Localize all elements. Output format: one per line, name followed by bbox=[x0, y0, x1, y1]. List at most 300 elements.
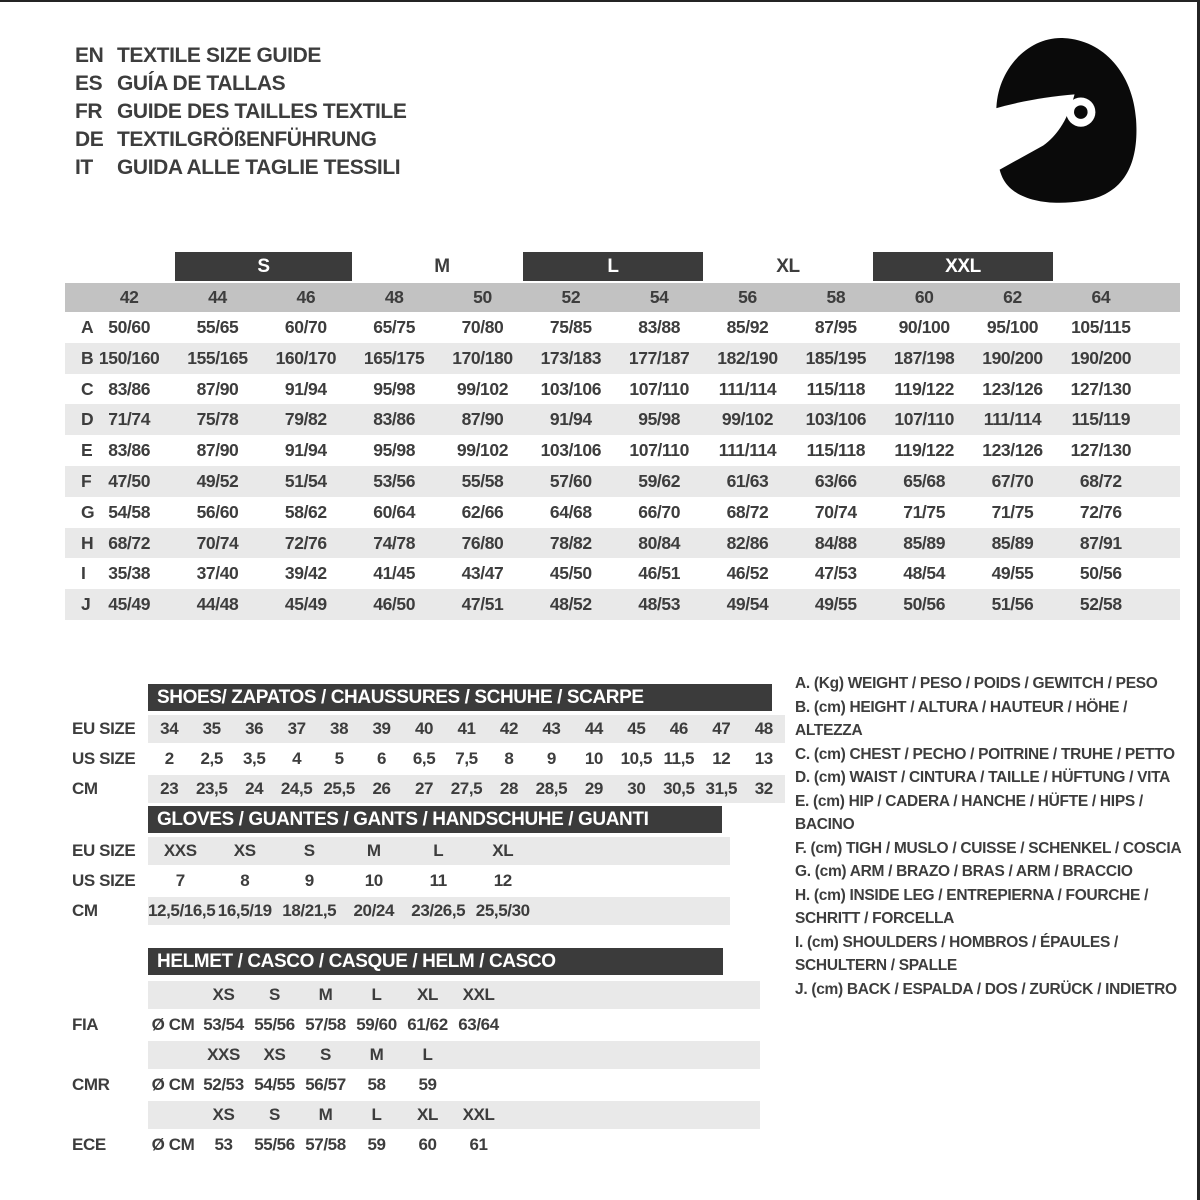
measurement-value: 45/49 bbox=[284, 594, 327, 615]
helmet-size-label: M bbox=[369, 1045, 384, 1064]
size-value: 3,5 bbox=[242, 749, 266, 768]
measurement-value: 177/187 bbox=[628, 347, 690, 368]
size-value: 7,5 bbox=[455, 749, 478, 768]
language-title: TEXTILE SIZE GUIDE bbox=[117, 44, 321, 67]
size-value: 35 bbox=[202, 719, 221, 738]
measurement-row bbox=[65, 558, 1180, 589]
measurement-value: 111/114 bbox=[718, 378, 777, 399]
visor-pivot-dot bbox=[1074, 105, 1088, 119]
legend-item-h: H. (cm) INSIDE LEG / ENTREPIERNA / FOURCHE / SCHRITT / FORCELLA bbox=[795, 886, 1149, 927]
measurement-value: 107/110 bbox=[629, 440, 689, 461]
language-row bbox=[75, 154, 406, 182]
measurement-row-label: F bbox=[81, 470, 92, 491]
size-value: S bbox=[303, 841, 315, 860]
measurement-cells bbox=[85, 312, 1145, 343]
legend-item-g: G. (cm) ARM / BRAZO / BRAS / ARM / BRACCIO bbox=[795, 863, 1133, 880]
measurement-value: 155/165 bbox=[187, 347, 248, 368]
size-number-band bbox=[65, 283, 1180, 312]
measurement-value: 61/63 bbox=[726, 470, 769, 491]
legend-item-a: A. (Kg) WEIGHT / PESO / POIDS / GEWITCH / PESO bbox=[795, 675, 1158, 692]
measurement-value: 68/72 bbox=[108, 532, 151, 553]
measurement-row bbox=[65, 343, 1180, 374]
measurement-value: 165/175 bbox=[363, 347, 425, 368]
helmet-value: 63/64 bbox=[458, 1015, 499, 1034]
measurement-value: 85/89 bbox=[991, 532, 1034, 553]
size-number: 54 bbox=[649, 287, 669, 307]
size-value: 25,5 bbox=[323, 779, 355, 798]
size-value: 18/21,5 bbox=[282, 901, 337, 920]
size-group-header-row bbox=[65, 252, 1180, 283]
size-value: 6,5 bbox=[412, 749, 436, 768]
measurement-value: 49/55 bbox=[814, 594, 857, 615]
measurement-value: 103/106 bbox=[540, 440, 602, 461]
size-value: 12 bbox=[712, 749, 731, 768]
measurement-value: 87/95 bbox=[814, 317, 857, 337]
legend-item-c: C. (cm) CHEST / PECHO / POITRINE / TRUHE / PETTO bbox=[795, 745, 1175, 763]
helmet-values bbox=[148, 1131, 760, 1159]
measurement-value: 95/98 bbox=[373, 378, 416, 399]
helmet-value: 60 bbox=[418, 1135, 437, 1154]
measurement-value: 64/68 bbox=[549, 501, 592, 522]
size-row-label: EU SIZE bbox=[72, 719, 136, 738]
measurement-value: 39/42 bbox=[284, 563, 327, 584]
size-row-values bbox=[148, 775, 785, 803]
helmet-value: 55/56 bbox=[254, 1015, 295, 1034]
measurement-cells bbox=[85, 528, 1145, 559]
size-value: 30 bbox=[627, 779, 646, 798]
measurement-value: 150/160 bbox=[98, 347, 160, 368]
helmet-size-label: L bbox=[371, 985, 382, 1004]
measurement-row bbox=[65, 497, 1180, 528]
size-value: 8 bbox=[240, 871, 250, 890]
measurement-value: 50/56 bbox=[903, 594, 946, 615]
helmet-unit: Ø CM bbox=[151, 1015, 195, 1034]
language-row bbox=[75, 42, 406, 70]
measurement-row-label: E bbox=[81, 440, 93, 461]
measurement-cells bbox=[85, 374, 1145, 405]
measurement-value: 123/126 bbox=[982, 378, 1043, 399]
measurement-value: 173/183 bbox=[540, 347, 602, 368]
helmet-size-label: M bbox=[318, 1105, 333, 1124]
measurement-cells bbox=[85, 589, 1145, 620]
language-title: TEXTILGRÖßENFÜHRUNG bbox=[117, 128, 377, 151]
size-row-label: CM bbox=[72, 779, 98, 798]
measurement-value: 67/70 bbox=[991, 470, 1034, 491]
helmet-sizes bbox=[148, 981, 760, 1009]
measurement-value: 103/106 bbox=[540, 378, 602, 399]
measurement-value: 107/110 bbox=[894, 409, 954, 430]
measurement-value: 51/54 bbox=[284, 470, 327, 491]
measurement-value: 111/114 bbox=[983, 409, 1042, 430]
helmet-value: 53/54 bbox=[203, 1015, 244, 1034]
shoes-table-title: SHOES/ ZAPATOS / CHAUSSURES / SCHUHE / SCARPE bbox=[148, 684, 772, 711]
size-value: 12,5/16,5 bbox=[148, 901, 216, 920]
measurement-value: 65/68 bbox=[903, 470, 946, 491]
gloves-rows bbox=[65, 836, 722, 926]
size-number: 48 bbox=[384, 287, 404, 307]
size-value: 8 bbox=[504, 749, 514, 768]
size-value: 48 bbox=[754, 719, 773, 738]
gloves-size-table bbox=[65, 806, 722, 926]
helmet-values bbox=[148, 1071, 760, 1099]
helmet-size-label: XXL bbox=[462, 985, 495, 1004]
measurement-value: 127/130 bbox=[1070, 378, 1132, 399]
measurement-value: 71/75 bbox=[903, 501, 946, 522]
helmet-table-title: HELMET / CASCO / CASQUE / HELM / CASCO bbox=[148, 948, 723, 975]
measurement-value: 47/50 bbox=[108, 470, 151, 491]
size-value: M bbox=[366, 841, 381, 860]
measurement-value: 48/53 bbox=[638, 594, 681, 615]
measurement-value: 190/200 bbox=[1070, 347, 1132, 368]
size-value: 47 bbox=[712, 719, 731, 738]
measurement-value: 52/58 bbox=[1079, 594, 1122, 615]
legend-item-d: D. (cm) WAIST / CINTURA / TAILLE / HÜFTUNG / VITA bbox=[795, 769, 1171, 786]
size-value: 4 bbox=[292, 749, 302, 768]
measurement-cells bbox=[85, 558, 1145, 589]
size-row bbox=[65, 836, 722, 866]
measurement-value: 91/94 bbox=[549, 409, 592, 430]
measurement-row-label: C bbox=[81, 378, 94, 399]
measurement-value: 95/100 bbox=[986, 317, 1039, 337]
helmet-value: 59 bbox=[418, 1075, 437, 1094]
measurement-legend bbox=[795, 672, 1187, 1001]
measurement-value: 87/90 bbox=[196, 378, 239, 399]
size-number: 44 bbox=[208, 287, 227, 307]
size-row bbox=[65, 714, 772, 744]
measurement-value: 75/85 bbox=[549, 317, 592, 337]
measurement-value: 41/45 bbox=[373, 563, 416, 584]
helmet-size-label: S bbox=[269, 985, 280, 1004]
size-value: 28,5 bbox=[535, 779, 568, 798]
measurement-value: 37/40 bbox=[196, 563, 239, 584]
helmet-value-row bbox=[65, 1070, 723, 1100]
helmet-value: 57/58 bbox=[305, 1015, 346, 1034]
helmet-size-label: XS bbox=[212, 985, 235, 1004]
helmet-size-row bbox=[65, 980, 723, 1010]
size-number: 56 bbox=[738, 287, 757, 307]
measurement-cells bbox=[85, 435, 1145, 466]
size-row-label: US SIZE bbox=[72, 749, 136, 768]
size-value: 28 bbox=[499, 779, 518, 798]
measurement-cells bbox=[85, 497, 1145, 528]
measurement-value: 72/76 bbox=[284, 532, 327, 553]
helmet-value: 58 bbox=[367, 1075, 386, 1094]
size-number: 50 bbox=[473, 287, 492, 307]
helmet-size-label: M bbox=[318, 985, 333, 1004]
helmet-size-label: XL bbox=[417, 1105, 438, 1124]
size-value: 10 bbox=[584, 749, 603, 768]
helmet-value: 55/56 bbox=[254, 1135, 295, 1154]
legend-item-j: J. (cm) BACK / ESPALDA / DOS / ZURÜCK / INDIETRO bbox=[795, 980, 1177, 998]
measurement-cells bbox=[85, 343, 1145, 374]
helmet-size-label: XXS bbox=[207, 1045, 240, 1064]
helmet-sizes bbox=[148, 1101, 760, 1129]
measurement-value: 53/56 bbox=[373, 470, 416, 491]
size-value: 9 bbox=[546, 749, 556, 768]
helmet-value: 57/58 bbox=[305, 1135, 346, 1154]
size-value: 34 bbox=[160, 719, 179, 738]
measurement-value: 55/58 bbox=[461, 470, 504, 491]
language-title: GUIDE DES TAILLES TEXTILE bbox=[117, 100, 407, 123]
size-row bbox=[65, 744, 772, 774]
helmet-size-label: S bbox=[269, 1105, 280, 1124]
measurement-value: 83/86 bbox=[373, 409, 416, 430]
helmet-standard-label: ECE bbox=[72, 1135, 106, 1154]
measurement-value: 35/38 bbox=[108, 563, 151, 584]
measurement-value: 74/78 bbox=[373, 532, 416, 553]
measurement-value: 70/74 bbox=[814, 501, 857, 522]
measurement-value: 79/82 bbox=[284, 409, 327, 430]
measurement-value: 91/94 bbox=[284, 378, 327, 399]
measurement-row bbox=[65, 528, 1180, 559]
measurement-value: 45/49 bbox=[108, 594, 151, 615]
helmet-value: 59 bbox=[367, 1135, 386, 1154]
measurement-value: 68/72 bbox=[726, 501, 769, 522]
size-number: 42 bbox=[119, 287, 139, 307]
measurement-value: 182/190 bbox=[717, 347, 778, 368]
measurement-value: 68/72 bbox=[1079, 470, 1122, 491]
size-value: XS bbox=[233, 841, 256, 860]
measurement-value: 55/65 bbox=[196, 317, 239, 337]
measurement-value: 75/78 bbox=[196, 409, 239, 430]
measurement-value: 119/122 bbox=[894, 440, 954, 461]
size-value: 40 bbox=[414, 719, 434, 738]
measurement-row bbox=[65, 404, 1180, 435]
size-value: 23/26,5 bbox=[411, 901, 466, 920]
language-row bbox=[75, 70, 406, 98]
size-value: 24,5 bbox=[280, 779, 313, 798]
language-title: GUIDA ALLE TAGLIE TESSILI bbox=[117, 156, 401, 179]
measurement-value: 48/54 bbox=[903, 563, 946, 584]
helmet-size-label: L bbox=[371, 1105, 382, 1124]
size-value: 42 bbox=[499, 719, 518, 738]
measurement-value: 95/98 bbox=[638, 409, 681, 430]
size-value: 45 bbox=[627, 719, 646, 738]
helmet-value: 59/60 bbox=[356, 1015, 397, 1034]
measurement-value: 85/89 bbox=[903, 532, 946, 553]
measurement-value: 46/50 bbox=[373, 594, 416, 615]
measurement-value: 72/76 bbox=[1079, 501, 1122, 522]
size-value: 11,5 bbox=[663, 749, 695, 768]
size-value: 27 bbox=[414, 779, 434, 798]
helmet-value: 54/55 bbox=[254, 1075, 295, 1094]
helmet-unit: Ø CM bbox=[151, 1135, 195, 1154]
size-value: 38 bbox=[330, 719, 349, 738]
size-group-m: M bbox=[434, 255, 450, 277]
measurement-value: 83/86 bbox=[108, 440, 151, 461]
measurement-value: 105/115 bbox=[1071, 317, 1131, 337]
size-value: 43 bbox=[542, 719, 561, 738]
measurement-value: 48/52 bbox=[549, 594, 592, 615]
measurement-value: 46/52 bbox=[726, 563, 769, 584]
measurement-value: 49/55 bbox=[991, 563, 1034, 584]
measurement-value: 119/122 bbox=[894, 378, 954, 399]
measurement-value: 70/80 bbox=[461, 317, 504, 337]
size-value: 2 bbox=[164, 749, 174, 768]
size-row-label: CM bbox=[72, 901, 98, 920]
size-value: 7 bbox=[175, 871, 185, 890]
measurement-value: 127/130 bbox=[1070, 440, 1132, 461]
racing-helmet-icon bbox=[982, 36, 1140, 208]
measurement-value: 99/102 bbox=[456, 440, 509, 461]
size-value: 11 bbox=[429, 871, 447, 890]
size-value: 31,5 bbox=[705, 779, 738, 798]
measurement-value: 99/102 bbox=[456, 378, 509, 399]
helmet-size-label: L bbox=[422, 1045, 433, 1064]
language-title-list bbox=[75, 42, 406, 182]
measurement-value: 76/80 bbox=[461, 532, 504, 553]
measurement-value: 99/102 bbox=[721, 409, 774, 430]
measurement-value: 60/64 bbox=[373, 501, 416, 522]
measurement-row-label: H bbox=[81, 532, 94, 553]
size-value: 5 bbox=[334, 749, 344, 768]
language-code: EN bbox=[75, 44, 104, 67]
size-number: 60 bbox=[914, 287, 934, 307]
measurement-value: 115/118 bbox=[806, 378, 866, 399]
helmet-size-row bbox=[65, 1100, 723, 1130]
measurement-value: 47/51 bbox=[461, 594, 504, 615]
measurement-value: 83/88 bbox=[638, 317, 681, 337]
helmet-size-row bbox=[65, 1040, 723, 1070]
size-value: 24 bbox=[245, 779, 264, 798]
helmet-value-row bbox=[65, 1010, 723, 1040]
measurement-value: 190/200 bbox=[982, 347, 1043, 368]
size-row bbox=[65, 774, 772, 804]
helmet-values bbox=[148, 1011, 760, 1039]
measurement-value: 71/74 bbox=[108, 409, 151, 430]
measurement-value: 87/91 bbox=[1079, 532, 1122, 553]
size-value: L bbox=[433, 841, 444, 860]
size-value: 10,5 bbox=[620, 749, 653, 768]
measurement-value: 87/90 bbox=[196, 440, 239, 461]
measurement-row-label: A bbox=[81, 317, 94, 337]
measurement-value: 66/70 bbox=[638, 501, 681, 522]
size-value: XXS bbox=[163, 841, 197, 860]
gloves-table-title: GLOVES / GUANTES / GANTS / HANDSCHUHE / GUANTI bbox=[148, 806, 722, 833]
measurement-value: 115/119 bbox=[1071, 409, 1131, 430]
image-border-top bbox=[0, 0, 1200, 2]
measurement-value: 51/56 bbox=[991, 594, 1034, 615]
measurement-value: 160/170 bbox=[275, 347, 337, 368]
measurement-row bbox=[65, 589, 1180, 620]
measurement-value: 78/82 bbox=[549, 532, 592, 553]
shoes-rows bbox=[65, 714, 772, 804]
language-code: IT bbox=[75, 156, 93, 179]
measurement-value: 111/114 bbox=[718, 440, 777, 461]
legend-item-e: E. (cm) HIP / CADERA / HANCHE / HÜFTE / HIPS / BACINO bbox=[795, 792, 1143, 833]
helmet-size-label: XXL bbox=[462, 1105, 495, 1124]
size-number: 46 bbox=[296, 287, 316, 307]
language-code: DE bbox=[75, 128, 104, 151]
helmet-value: 61 bbox=[469, 1135, 488, 1154]
size-value: 23,5 bbox=[195, 779, 228, 798]
main-size-table bbox=[65, 252, 1180, 620]
helmet-standard-label: CMR bbox=[72, 1075, 110, 1094]
measurement-value: 80/84 bbox=[638, 532, 681, 553]
measurement-value: 170/180 bbox=[452, 347, 513, 368]
size-value: 10 bbox=[364, 871, 383, 890]
measurement-value: 50/56 bbox=[1079, 563, 1122, 584]
size-value: XL bbox=[492, 841, 514, 860]
size-value: 30,5 bbox=[663, 779, 695, 798]
shoes-size-table bbox=[65, 684, 772, 804]
helmet-standard-label: FIA bbox=[72, 1015, 99, 1034]
measurement-value: 44/48 bbox=[196, 594, 239, 615]
size-number-cells bbox=[85, 283, 1145, 312]
size-row-values bbox=[148, 715, 785, 743]
measurement-value: 115/118 bbox=[806, 440, 866, 461]
language-code: FR bbox=[75, 100, 103, 123]
size-value: 23 bbox=[160, 779, 179, 798]
measurement-value: 87/90 bbox=[461, 409, 504, 430]
measurement-row-label: G bbox=[81, 501, 95, 522]
measurement-row-label: J bbox=[81, 594, 91, 615]
language-code: ES bbox=[75, 72, 103, 95]
size-value: 32 bbox=[754, 779, 773, 798]
helmet-size-label: XS bbox=[212, 1105, 235, 1124]
helmet-value: 56/57 bbox=[305, 1075, 346, 1094]
size-number: 58 bbox=[826, 287, 846, 307]
size-value: 13 bbox=[754, 749, 773, 768]
measurement-value: 46/51 bbox=[638, 563, 681, 584]
size-value: 44 bbox=[584, 719, 603, 738]
measurement-rows bbox=[65, 312, 1180, 620]
size-row-label: EU SIZE bbox=[72, 841, 136, 860]
measurement-row-label: I bbox=[81, 563, 86, 584]
size-number: 62 bbox=[1003, 287, 1022, 307]
language-row bbox=[75, 98, 406, 126]
size-value: 37 bbox=[287, 719, 306, 738]
measurement-value: 56/60 bbox=[196, 501, 239, 522]
measurement-value: 84/88 bbox=[814, 532, 857, 553]
size-value: 9 bbox=[304, 871, 314, 890]
legend-item-f: F. (cm) TIGH / MUSLO / CUISSE / SCHENKEL / COSCIA bbox=[795, 839, 1182, 857]
measurement-value: 70/74 bbox=[196, 532, 239, 553]
measurement-value: 59/62 bbox=[638, 470, 681, 491]
size-value: 16,5/19 bbox=[217, 901, 272, 920]
size-row-values bbox=[148, 745, 785, 773]
size-row-label: US SIZE bbox=[72, 871, 136, 890]
measurement-value: 57/60 bbox=[549, 470, 592, 491]
measurement-cells bbox=[85, 404, 1145, 435]
size-value: 6 bbox=[377, 749, 387, 768]
helmet-unit: Ø CM bbox=[151, 1075, 195, 1094]
legend-item-b: B. (cm) HEIGHT / ALTURA / HAUTEUR / HÖHE / ALTEZZA bbox=[795, 698, 1128, 739]
measurement-value: 103/106 bbox=[805, 409, 867, 430]
size-row bbox=[65, 896, 722, 926]
helmet-unit-spacer bbox=[148, 1041, 198, 1069]
measurement-value: 49/54 bbox=[726, 594, 769, 615]
size-value: 29 bbox=[584, 779, 603, 798]
measurement-value: 85/92 bbox=[726, 317, 769, 337]
size-value: 2,5 bbox=[200, 749, 223, 768]
measurement-row bbox=[65, 312, 1180, 343]
helmet-value: 53 bbox=[214, 1135, 233, 1154]
measurement-row-label: D bbox=[81, 409, 94, 430]
helmet-size-table bbox=[65, 948, 723, 1160]
helmet-size-label: XL bbox=[417, 985, 438, 1004]
helmet-rows bbox=[65, 980, 723, 1160]
measurement-row bbox=[65, 435, 1180, 466]
size-number: 64 bbox=[1091, 287, 1111, 307]
helmet-unit-spacer bbox=[148, 981, 198, 1009]
measurement-value: 95/98 bbox=[373, 440, 416, 461]
helmet-value-row bbox=[65, 1130, 723, 1160]
size-row bbox=[65, 866, 722, 896]
measurement-value: 185/195 bbox=[805, 347, 867, 368]
size-group-l: L bbox=[523, 252, 703, 281]
measurement-row bbox=[65, 374, 1180, 405]
